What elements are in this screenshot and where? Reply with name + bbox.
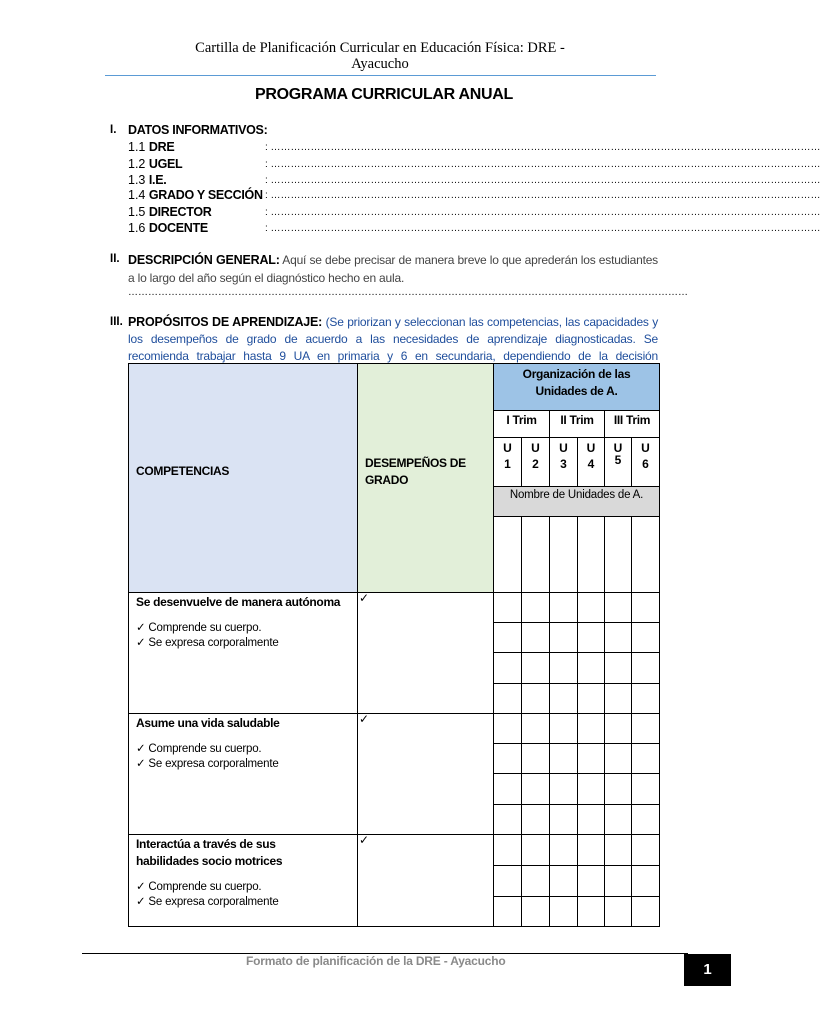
unidad-letter: U (503, 441, 512, 455)
unidad-grid-cell (493, 773, 522, 805)
section-3-title: PROPÓSITOS DE APRENDIZAJE: (128, 315, 323, 329)
header-line-1: Cartilla de Planificación Curricular en Educación Física: DRE - (195, 40, 565, 56)
unidad-grid-cell (521, 683, 550, 714)
section-2-dots: …………………………………………………………………………………………………………………………………………………… (128, 287, 688, 298)
field-row-ugel: 1.2 UGEL : ………………………………………………………………………………………………………………………………………………… (128, 157, 821, 171)
header-line-2: Ayacucho (351, 56, 409, 72)
competencia-cell (128, 834, 358, 927)
unidad-cell (549, 437, 578, 487)
unidad-number: 1 (504, 457, 511, 471)
trimestre-cell (549, 410, 605, 438)
unidad-grid-cell (604, 713, 632, 744)
nombre-unidades-label: Nombre de Unidades de A. (509, 489, 644, 501)
organizacion-label: Organización de las Unidades de A. (522, 367, 631, 398)
unidad-letter: U (641, 441, 650, 455)
field-dots: : ………………………………………………………………………………………………………………………………………………… (265, 223, 821, 234)
trimestre-label: III Trim (613, 413, 651, 427)
unidad-grid-cell (604, 865, 632, 897)
unidad-grid-cell (549, 713, 578, 744)
unidad-grid-cell (493, 683, 522, 714)
check-mark: ✓ (359, 833, 370, 847)
unidad-cell (577, 437, 605, 487)
unidad-grid-cell (604, 773, 632, 805)
unidad-grid-cell (604, 652, 632, 684)
unidad-grid-cell (521, 622, 550, 653)
unidad-grid-cell (577, 865, 605, 897)
capacidad-item: ✓ Comprende su cuerpo. (136, 622, 262, 634)
unidad-cell (493, 437, 522, 487)
unidad-number: 3 (560, 457, 567, 471)
unidad-grid-cell (577, 773, 605, 805)
field-row-ie: 1.3 I.E. : ………………………………………………………………………………………………………………………………………………… (128, 173, 821, 187)
unidad-letter: U (559, 441, 568, 455)
unidad-grid-cell (604, 683, 632, 714)
organizacion-header (493, 363, 660, 411)
unidad-grid-cell (549, 743, 578, 774)
unidad-grid-cell (493, 592, 522, 623)
check-mark: ✓ (359, 591, 370, 605)
unidad-grid-cell (549, 592, 578, 623)
trimestre-label: II Trim (560, 413, 594, 427)
capacidad-item: ✓ Comprende su cuerpo. (136, 743, 262, 755)
unidad-name-cell (521, 516, 550, 593)
unidad-grid-cell (493, 834, 522, 866)
unidad-cell (631, 437, 660, 487)
unidad-letter: U (586, 441, 596, 455)
unidad-name-cell (549, 516, 578, 593)
unidad-grid-cell (577, 896, 605, 927)
field-dots: : ………………………………………………………………………………………………………………………………………………… (265, 190, 821, 201)
unidad-grid-cell (521, 865, 550, 897)
competencias-label: COMPETENCIAS (136, 464, 230, 478)
unidad-grid-cell (631, 713, 660, 744)
unidad-grid-cell (549, 622, 578, 653)
unidad-grid-cell (549, 804, 578, 835)
field-row-grado: 1.4 GRADO Y SECCIÓN : ………………………………………………………………………………………………………………………………………………… (128, 188, 821, 202)
unidad-grid-cell (631, 834, 660, 866)
unidad-grid-cell (493, 713, 522, 744)
field-row-docente: 1.6 DOCENTE : ………………………………………………………………………………………………………………………………………………… (128, 221, 821, 235)
section-2-paragraph (128, 251, 658, 287)
unidad-number: 4 (587, 457, 595, 471)
field-dots: : ………………………………………………………………………………………………………………………………………………… (265, 175, 821, 186)
unidad-grid-cell (577, 834, 605, 866)
unidad-grid-cell (549, 896, 578, 927)
field-row-dre: 1.1 DRE : ………………………………………………………………………………………………………………………………………………… (128, 140, 821, 154)
unidad-grid-cell (521, 743, 550, 774)
unidad-grid-cell (604, 622, 632, 653)
unidad-grid-cell (521, 834, 550, 866)
unidad-grid-cell (577, 592, 605, 623)
field-dots: : ………………………………………………………………………………………………………………………………………………… (265, 207, 821, 218)
section-2-number: II. (110, 253, 120, 265)
unidad-name-cell (604, 516, 632, 593)
unidad-name-cell (577, 516, 605, 593)
section-3-number: III. (110, 316, 123, 328)
unidad-grid-cell (521, 773, 550, 805)
desempeno-cell (357, 713, 494, 835)
capacidad-item: ✓ Se expresa corporalmente (136, 758, 279, 770)
unidad-grid-cell (577, 652, 605, 684)
trimestre-cell (493, 410, 550, 438)
unidad-grid-cell (493, 896, 522, 927)
unidad-number: 2 (532, 457, 539, 471)
section-2-title: DESCRIPCIÓN GENERAL: (128, 253, 280, 267)
unidad-grid-cell (549, 865, 578, 897)
field-dots: : ………………………………………………………………………………………………………………………………………………… (265, 142, 821, 153)
document-title: PROGRAMA CURRICULAR ANUAL (255, 86, 513, 103)
section-2-text: Aquí se debe precisar de manera breve lo que aprederán los estudiantes a lo largo del año según el diagnóstico hecho en aula. (128, 253, 658, 285)
unidad-grid-cell (604, 592, 632, 623)
unidad-number: 5 (614, 453, 622, 467)
competencia-title: Interactúa a través de sus habilidades socio motrices (136, 837, 283, 868)
competencia-title: Asume una vida saludable (136, 716, 280, 730)
unidad-grid-cell (577, 683, 605, 714)
unidad-letter: U (531, 441, 540, 455)
section-3-text: (Se priorizan y seleccionan las competencias, las capacidades y los desempeños de grado de acuerdo a las necesidades de aprendizaje diagnosticadas. Se recomienda trabajar hasta 9 UA en primaria y 6 en secundaria, dependiendo de la decisión (128, 315, 658, 363)
unidad-name-cell (493, 516, 522, 593)
header-rule (105, 75, 656, 76)
unidad-grid-cell (549, 834, 578, 866)
unidad-letter: U (613, 441, 623, 455)
unidad-grid-cell (604, 804, 632, 835)
unidad-grid-cell (493, 743, 522, 774)
check-mark: ✓ (359, 712, 370, 726)
competencia-title: Se desenvuelve de manera autónoma (136, 595, 341, 609)
desempenos-header (357, 363, 494, 593)
unidad-grid-cell (631, 865, 660, 897)
unidad-grid-cell (521, 652, 550, 684)
desempenos-label: DESEMPEÑOS DE GRADO (365, 456, 466, 487)
unidad-grid-cell (577, 713, 605, 744)
unidad-grid-cell (549, 773, 578, 805)
desempeno-cell (357, 592, 494, 714)
section-1-number: I. (110, 124, 117, 136)
unidad-grid-cell (631, 652, 660, 684)
page-number-badge: 1 (684, 954, 731, 986)
unidad-grid-cell (604, 834, 632, 866)
unidad-grid-cell (493, 865, 522, 897)
unidad-grid-cell (631, 896, 660, 927)
unidad-grid-cell (604, 896, 632, 927)
unidad-grid-cell (631, 804, 660, 835)
unidad-cell (521, 437, 550, 487)
unidad-grid-cell (549, 652, 578, 684)
competencia-cell (128, 592, 358, 714)
unidad-grid-cell (631, 773, 660, 805)
section-1-title: DATOS INFORMATIVOS: (128, 123, 268, 137)
field-dots: : ………………………………………………………………………………………………………………………………………………… (265, 159, 821, 170)
unidad-grid-cell (521, 896, 550, 927)
unidad-name-cell (631, 516, 660, 593)
unidad-grid-cell (577, 804, 605, 835)
unidad-grid-cell (521, 592, 550, 623)
unidad-grid-cell (493, 804, 522, 835)
unidad-grid-cell (577, 743, 605, 774)
unidad-grid-cell (631, 683, 660, 714)
capacidad-item: ✓ Se expresa corporalmente (136, 637, 279, 649)
unidad-number: 6 (642, 457, 649, 471)
field-row-director: 1.5 DIRECTOR : ………………………………………………………………………………………………………………………………………………… (128, 205, 821, 219)
unidad-grid-cell (493, 622, 522, 653)
unidad-grid-cell (631, 592, 660, 623)
unidad-grid-cell (549, 683, 578, 714)
competencia-cell (128, 713, 358, 835)
unidad-cell (604, 437, 632, 487)
unidad-grid-cell (577, 622, 605, 653)
capacidad-item: ✓ Se expresa corporalmente (136, 896, 279, 908)
unidad-grid-cell (604, 743, 632, 774)
trimestre-label: I Trim (506, 413, 537, 427)
footer-text: Formato de planificación de la DRE - Ayacucho (246, 954, 506, 968)
page-header (105, 40, 655, 72)
unidad-grid-cell (521, 713, 550, 744)
unidad-grid-cell (521, 804, 550, 835)
competencias-header (128, 363, 358, 593)
unidad-grid-cell (631, 622, 660, 653)
nombre-unidades-cell (493, 486, 660, 517)
capacidad-item: ✓ Comprende su cuerpo. (136, 881, 262, 893)
desempeno-cell (357, 834, 494, 927)
unidad-grid-cell (493, 652, 522, 684)
trimestre-cell (604, 410, 660, 438)
unidad-grid-cell (631, 743, 660, 774)
